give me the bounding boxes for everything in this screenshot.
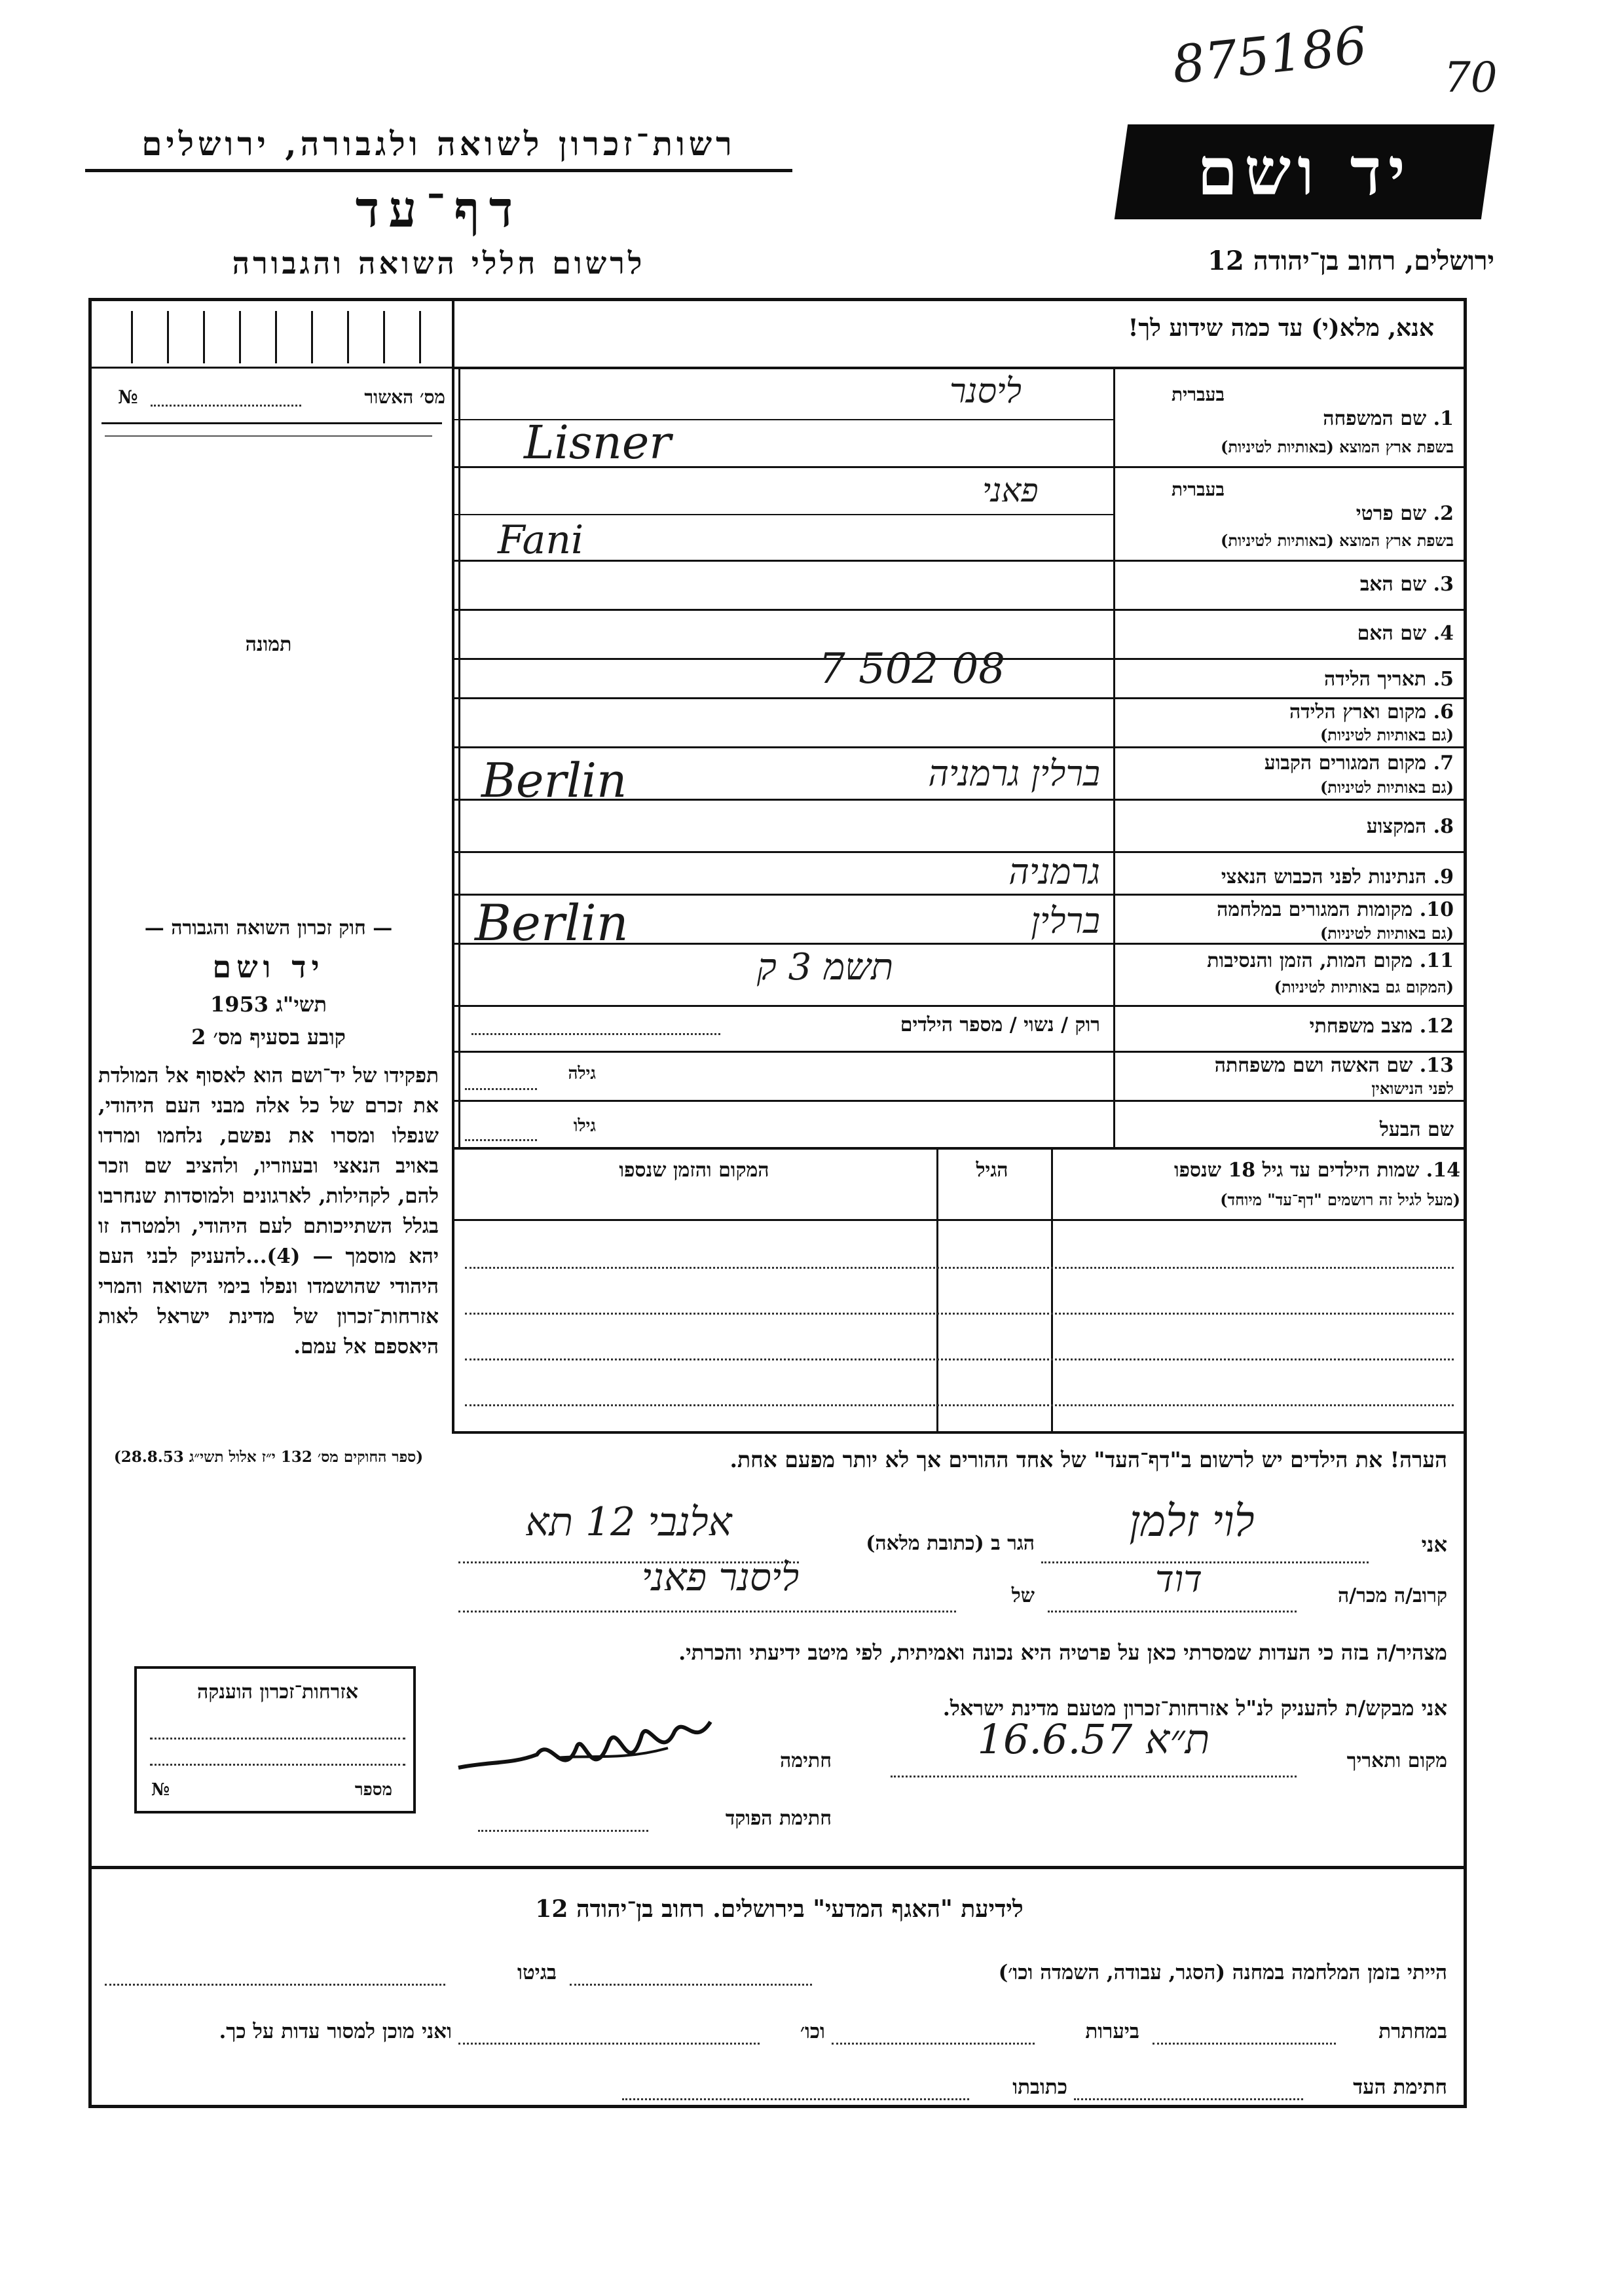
decl-request: אני מבקש/ת להעניק לנ"ל אזרחות־זכרון מטעם מדינת ישראל. [942,1696,1447,1721]
field-1-value-he: ליסנר [950,372,1022,411]
children-label: 14. שמות הילדים עד גיל 18 שנספו [1173,1159,1460,1182]
photo-label: תמונה [245,633,292,656]
sidebar-logo: יד ושם [212,949,325,985]
decl-i-label: אני [1421,1532,1447,1557]
footer-title: לידיעת "האגף המדעי" בירושלים. רחוב בן־יהודה 12 [535,1895,1024,1923]
footer-line3-a: חתימת העד [1353,2075,1447,2099]
decl-place-date-label: מקום ותאריך [1346,1749,1447,1772]
decl-of-label: של [1011,1584,1035,1607]
citizenship-number-label: מספר [354,1780,392,1800]
field-7-sub: (גם באותיות לטיניות) [1320,778,1454,797]
footer-line1-a: הייתי בזמן המלחמה במחנה (הסגר, עבודה, השמדה וכו׳) [998,1961,1447,1984]
approval-number-sign: № [118,386,138,408]
field-1-value-latin: Lisner [524,416,671,469]
field-13-sub: לפני הנישואין [1371,1079,1454,1098]
decl-resides-label: הגר ב (כתובת מלאה) [866,1532,1035,1555]
sidebar-source: (ספר החוקים מס׳ 132 י״ז אלול תשי״ג 28.8.53) [113,1448,424,1466]
footer-line3-b: כתובתו [1012,2075,1067,2099]
children-note: הערה! את הילדים יש לרשום ב"דף־העד" של אחד ההורים אך לא יותר מפעם אחת. [729,1447,1447,1472]
footer-line2-c: וכו׳ [800,2020,825,2043]
field-4-label: 4. שם האם [1357,622,1454,645]
witness-signature [452,1709,727,1794]
approval-label: מס׳ האשור [364,386,445,408]
children-sub: (מעל לגיל זה רושמים "דף־עד" מיוחד) [1220,1190,1460,1209]
decl-relation-label: קרוב/ה מכר/ה [1338,1584,1447,1607]
law-title: — חוק זכרון השואה והגבורה — [144,917,393,939]
field-10-value-latin: Berlin [475,894,629,952]
stub-cells [92,301,452,367]
field-11-sub: (המקום גם באותיות לטיניות) [1274,977,1454,996]
citizenship-box-title: אזרחות־זכרון הוענקה [196,1681,359,1704]
field-9-value: גרמניה [1008,851,1100,892]
field-2-value-he: פאני [982,471,1039,509]
field-11-value: תשמ 3 ק [756,946,894,989]
decl-statement: מצהיר/ה בזה כי העדות שמסרתי כאן על פרטיה היא נכונה ואמיתית, לפי מיטב ידיעתי והכרתי. [678,1640,1447,1665]
field-10-sub: (גם באותיות לטיניות) [1320,924,1454,943]
decl-i-value: לוי זלמן [1129,1496,1255,1546]
yad-vashem-logo: יד ושם [1115,124,1494,219]
photo-box [105,435,432,843]
field-7-value-he: ברלין גרמניה [928,753,1100,794]
citizenship-box [134,1666,416,1813]
decl-signature-label: חתימה [780,1749,832,1772]
page-title: דף־עד [355,180,523,238]
field-2-value-latin: Fani [498,517,584,563]
field-13-label: 13. שם האשה ושם משפחתה [1214,1054,1454,1077]
field-1-label: 1. שם המשפחה [1323,407,1454,430]
field-8-label: 8. המקצוע [1366,815,1454,838]
field-2-lang: בעברית [1171,479,1225,500]
field-2-label: 2. שם פרטי [1356,502,1454,525]
field-5-value: 7 502 08 [819,645,1005,693]
citizenship-number-sign: № [151,1780,170,1800]
children-col-place: המקום והזמן שנספו [619,1159,769,1182]
form-instruction: אנא, מלא(י) עד כמה שידוע לך! [1128,314,1434,342]
authority-header: רשות־זכרון לשואה ולגבורה, ירושלים [141,124,736,163]
field-7-value-latin: Berlin [481,753,627,808]
field-9-label: 9. הנתינות לפני הכבוש הנאצי [1221,866,1454,888]
field-12-label: 12. מצב משפחתי [1309,1015,1454,1038]
footer-line2-b: ביערות [1085,2020,1139,2043]
field-1-sub: בשפת ארץ המוצא (באותיות לטיניות) [1221,437,1454,456]
decl-place-date-value: ת״א 16.6.57 [977,1715,1210,1763]
field-6-sub: (גם באותיות לטיניות) [1320,725,1454,744]
form-subtitle: לרשום חללי השואה והגבורה [232,246,646,281]
decl-address-value: אלנבי 12 תא [525,1499,732,1545]
field-10-label: 10. מקומות המגורים במלחמה [1217,898,1454,921]
sidebar-year: תשי"ג 1953 [210,992,327,1017]
header-address: ירושלים, רחוב בן־יהודה 12 [1208,246,1494,276]
husband-name-label: שם הבעל [1379,1118,1454,1141]
field-11-label: 11. מקום המות, הזמן והנסיבות [1207,949,1454,972]
field-7-label: 7. מקום המגורים הקבוע [1264,752,1454,774]
decl-officer-label: חתימת הפוקד [725,1807,832,1830]
field-13-age-label: גילה [568,1064,596,1084]
footer-line1-b: בגיטו [517,1961,557,1984]
children-col-age: הגיל [976,1159,1008,1182]
decl-relation-value: דוד [1154,1558,1203,1601]
field-5-label: 5. תאריך הלידה [1324,668,1454,691]
field-10-value-he: ברלין [1031,900,1100,941]
sidebar-section: קובע בסעיף מס׳ 2 [191,1025,346,1049]
footer-line2-a: במחתרת [1378,2020,1447,2043]
record-number: 875186 [1170,16,1370,96]
field-2-sub: בשפת ארץ המוצא (באותיות לטיניות) [1221,531,1454,550]
field-12-options: רוק / נשוי / מספר הילדים [900,1013,1100,1036]
field-6-label: 6. מקום וארץ הלידה [1289,701,1454,723]
husband-age-label: גילו [573,1116,596,1136]
field-1-lang: בעברית [1171,384,1225,405]
footer-line2-d: ואני מוכן למסור עדות על כך. [219,2020,452,2043]
decl-of-value: ליסנר פאני [641,1555,800,1599]
field-3-label: 3. שם האב [1359,573,1454,596]
corner-mark: 70 [1444,54,1498,102]
sidebar-body: תפקידו של יד־ושם הוא לאסוף אל המולדת את זכרם של כל אלה מבני העם היהודי, שנפלו ומסרו את נפשם, נלחמו ומרדו באויב הנאצי ובעוזריו, ולהציב שם וזכר להם, לקהילות, לארגונים ולמוסדות שנחרבו בגלל השתייכותם לעם היהודי, ולמטרה זו יהא מוסמך — (4)...להעניק לבני העם היהודי שהושמדו ונפלו בימי השואה והמרי אזרחות־זכרון של מדינת ישראל לאות היאספם אל עמם. [98,1064,439,1358]
